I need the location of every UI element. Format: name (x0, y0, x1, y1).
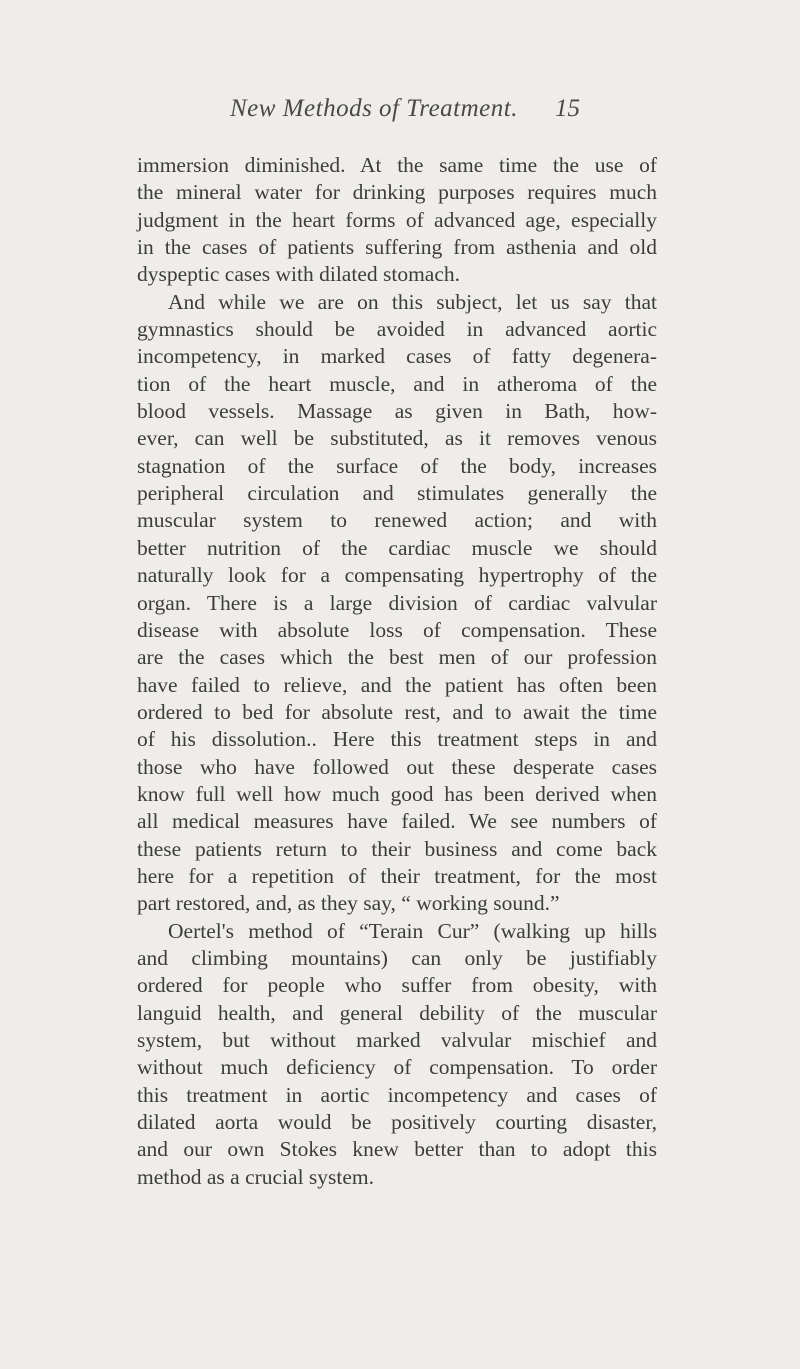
running-head (0, 95, 800, 129)
text-line: all medical measures have failed. We see numbers of (137, 809, 657, 834)
text-line: languid health, and general debility of the muscular (137, 1000, 657, 1025)
text-line: are the cases which the best men of our profession (137, 645, 657, 670)
text-line: ever, can well be substituted, as it removes venous (137, 426, 657, 451)
text-line: tion of the heart muscle, and in atheroma of the (137, 371, 657, 396)
text-line: muscular system to renewed action; and with (137, 508, 657, 533)
text-line: incompetency, in marked cases of fatty degenera- (137, 344, 657, 369)
text-line: And while we are on this subject, let us say that (168, 289, 657, 314)
text-line: those who have followed out these desperate cases (137, 754, 657, 779)
text-line: the mineral water for drinking purposes requires much (137, 180, 657, 205)
text-line: without much deficiency of compensation. To order (137, 1055, 657, 1080)
text-line: here for a repetition of their treatment, for the most (137, 863, 657, 888)
page-number: 15 (555, 95, 580, 122)
text-line: system, but without marked valvular mischief and (137, 1028, 657, 1052)
text-line: these patients return to their business and come back (137, 836, 657, 861)
text-line: dyspeptic cases with dilated stomach. (137, 262, 461, 287)
text-line: ordered for people who suffer from obesity, with (137, 973, 657, 998)
running-title: New Methods of Treatment. (230, 95, 518, 122)
body-text (137, 152, 657, 1191)
text-line: and our own Stokes knew better than to adopt this (137, 1137, 657, 1162)
text-line: method as a crucial system. (137, 1164, 375, 1189)
text-line: peripheral circulation and stimulates generally the (137, 481, 657, 506)
text-line: know full well how much good has been derived when (137, 781, 657, 806)
text-line: ordered to bed for absolute rest, and to await the time (137, 699, 657, 724)
text-line: disease with absolute loss of compensation. These (137, 617, 657, 642)
text-line: blood vessels. Massage as given in Bath, how- (137, 399, 657, 424)
text-line: immersion diminished. At the same time the use of (137, 153, 657, 177)
text-line: this treatment in aortic incompetency and cases of (137, 1082, 657, 1107)
text-line: have failed to relieve, and the patient has often been (137, 672, 657, 697)
text-line: part restored, and, as they say, “ working sound.” (137, 891, 560, 916)
text-line: better nutrition of the cardiac muscle we should (137, 535, 657, 560)
text-line: gymnastics should be avoided in advanced aortic (137, 317, 657, 342)
text-line: stagnation of the surface of the body, increases (137, 453, 657, 478)
text-line: judgment in the heart forms of advanced age, especially (137, 207, 657, 232)
text-line: dilated aorta would be positively courting disaster, (137, 1110, 657, 1135)
text-line: and climbing mountains) can only be justifiably (137, 945, 657, 970)
text-line: of his dissolution.. Here this treatment steps in and (137, 727, 657, 752)
text-line: Oertel's method of “Terain Cur” (walking up hills (168, 918, 657, 943)
text-line: in the cases of patients suffering from asthenia and old (137, 235, 657, 260)
text-line: organ. There is a large division of cardiac valvular (137, 590, 657, 615)
text-line: naturally look for a compensating hypertrophy of the (137, 563, 657, 588)
